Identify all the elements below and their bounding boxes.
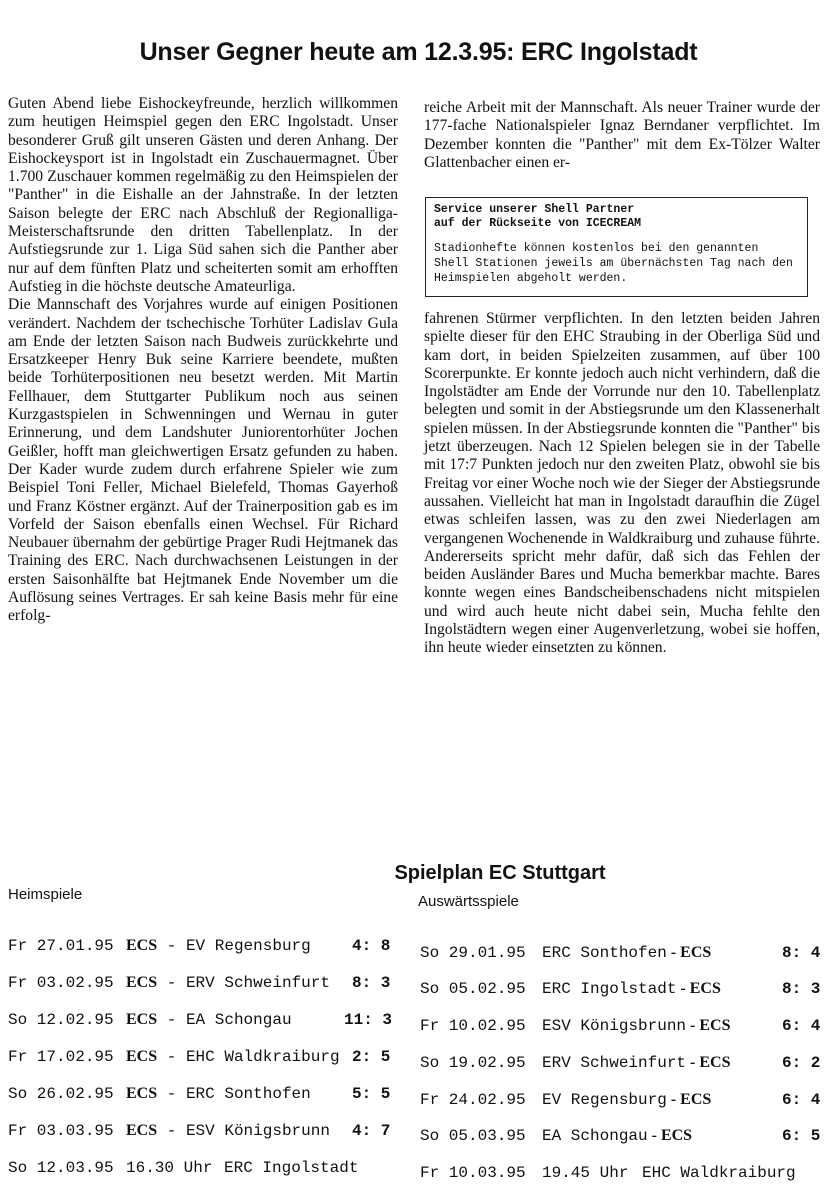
game-teams [542,1054,730,1072]
team-ecs: ECS [680,944,712,961]
game-date: Fr 10.03.95 [420,1164,526,1182]
game-score: 6: 4 [782,1017,821,1035]
game-date: Fr 03.02.95 [8,974,114,992]
game-teams [542,1017,730,1035]
team-ecs: ECS [680,1091,712,1108]
game-score: 8: 4 [782,944,821,962]
team-ecs: ECS [126,1048,158,1065]
game-teams [542,944,711,962]
home-game-row [8,974,398,996]
game-score: 11: 3 [344,1011,393,1029]
team-ecs: ECS [126,1122,158,1139]
game-teams [126,974,330,992]
opponent-name: EA Schongau [542,1127,648,1145]
team-separator: - [157,1011,186,1029]
team-separator: - [157,937,186,955]
team-separator: - [157,974,186,992]
page-title: Unser Gegner heute am 12.3.95: ERC Ingolstadt [139,38,698,66]
article-paragraph: Die Mannschaft des Vorjahres wurde auf einigen Positionen verändert. Nachdem der tschechische Torhüter Ladislav Gula am Ende der letzten Saison nach Budweis zurückkehrte und Ersatzkeeper Henry Buk seine Karriere beendete, mußten beide Torhüterpositionen neu besetzt werden. Mit Martin Fellhauer, dem Stuttgarter Publikum noch aus seinen Kurzgastspielen in Schwenningen und Wernau in guter Erinnerung, und dem Landshuter Juniorentorhüter Jochen Geißler, hofft man gleichwertigen Ersatz gefunden zu haben. Der Kader wurde zudem durch erfahrene Spieler wie zum Beispiel Toni Feller, Michael Bielefeld, Thomas Gayerhoß und Franz Köstner ergänzt. Auf der Trainerposition gab es im Vorfeld der Saison ebenfalls einen Wechsel. Für Richard Neubauer übernahm der gebürtige Prager Rudi Hejtmanek das Training des ERC. Nach durchwachsenen Leistungen in der ersten Saisonhälfte bat Hejtmanek Ende November um die Auflösung seines Vertrages. Er sah keine Basis mehr für eine erfolg- [8,296,398,625]
game-date: Fr 17.02.95 [8,1048,114,1066]
game-teams [126,1085,311,1103]
game-score: 4: 8 [352,937,391,955]
service-body: Stadionhefte können kostenlos bei den genannten Shell Stationen jeweils am übernächsten Tag nach den Heimspielen abgeholt werden. [434,242,793,285]
service-notice-box [425,197,808,297]
game-date: So 05.02.95 [420,980,526,998]
opponent-name: EHC Waldkraiburg [185,1048,340,1066]
game-date: Fr 10.02.95 [420,1017,526,1035]
game-time: 16.30 Uhr [126,1159,213,1177]
team-separator: - [647,1127,661,1144]
team-separator: - [157,1122,186,1140]
game-teams [126,937,311,955]
game-teams [126,1048,340,1066]
opponent-name: EA Schongau [185,1011,292,1029]
team-ecs: ECS [126,974,158,991]
game-score: 4: 7 [352,1122,391,1140]
game-teams [542,980,721,998]
article-paragraph: reiche Arbeit mit der Mannschaft. Als neuer Trainer wurde der 177-fache Nationalspieler Ignaz Berndaner verpflichtet. Im Dezember konnten die "Panther" mit dem Ex-Tölzer Walter Glattenbacher einen er- [424,99,820,171]
team-separator: - [686,1054,700,1071]
article-right-column-top [424,99,820,172]
opponent-name: ESV Königsbrunn [542,1017,687,1035]
game-score: 8: 3 [782,980,821,998]
home-game-row [8,1048,398,1070]
opponent-name: EHC Waldkraiburg [642,1164,796,1182]
team-ecs: ECS [660,1127,693,1144]
article-paragraph: fahrenen Stürmer verpflichten. In den letzten beiden Jahren spielte dieser für den EHC Straubing in der Oberliga Süd und kam dort, in beiden Spielzeiten zusammen, auf über 100 Scorerpunkte. Er konnte jedoch auch nicht verhindern, daß die Ingolstädter am Ende der Vorrunde nur den 10. Tabellenplatz belegten und somit in der Abstiegsrunde um den Klassenerhalt spielen müssen. In der Abstiegsrunde konnten die "Panther" bis jetzt überzeugen. Nach 12 Spielen belegen sie in der Tabelle mit 17:7 Punkten jedoch nur den zweiten Platz, obwohl sie bis Freitag vor einer Woche noch wie der Sieger der Abstiegsrunde aussahen. Vielleicht hat man in Ingolstadt daraufhin die Zügel etwas schleifen lassen, was zu den zwei Niederlagen am vergangenen Wochenende in Waldkraiburg und zuhause führte. Andererseits spricht mehr dafür, daß sich das Fehlen der beiden Ausländer Bares und Mucha bemerkbar machte. Bares konnte wegen eines Bandscheibenschadens nicht mitspielen und wird auch heute nicht dabei sein, Mucha fehlte den Ingolstädtern wegen einer Augenverletzung, wobei sie hoffen, ihn heute wieder einsetzten zu können. [424,310,821,657]
article-right-column-bottom [424,310,820,658]
away-games-heading: Auswärtsspiele [418,893,519,910]
game-teams [542,1127,692,1145]
game-date: So 05.03.95 [420,1127,526,1145]
away-game-row [420,980,825,1002]
team-separator: - [666,1091,681,1108]
opponent-name: ERV Schweinfurt [185,974,330,992]
away-game-row [420,1054,825,1076]
game-teams [126,1011,292,1029]
game-date: So 12.02.95 [8,1011,114,1029]
game-date: Fr 24.02.95 [420,1091,526,1109]
team-ecs: ECS [126,1085,158,1102]
opponent-name: ERC Ingolstadt [542,980,677,998]
game-score: 2: 5 [352,1048,391,1066]
article-left-column [8,95,398,626]
game-teams [126,1122,330,1140]
team-separator: - [666,944,681,961]
team-ecs: ECS [126,1011,158,1028]
game-score: 5: 5 [352,1085,391,1103]
away-game-row [420,1017,825,1039]
game-teams [542,1091,711,1109]
opponent-name: EV Regensburg [542,1091,667,1109]
opponent-name: ERC Sonthofen [542,944,667,962]
team-separator: - [686,1017,700,1034]
home-game-next [8,1159,398,1181]
home-game-row [8,1122,398,1144]
away-game-row [420,1127,825,1149]
game-date: So 26.02.95 [8,1085,114,1103]
game-score: 6: 5 [782,1127,821,1145]
game-score: 8: 3 [352,974,391,992]
home-games-heading: Heimspiele [8,886,83,903]
opponent-name: ERC Sonthofen [185,1085,311,1103]
game-date: Fr 03.03.95 [8,1122,114,1140]
game-score: 6: 4 [782,1091,821,1109]
game-date: So 19.02.95 [420,1054,526,1072]
opponent-name: ESV Königsbrunn [185,1122,330,1140]
service-heading-line-2: auf der Rückseite von ICECREAM [434,217,642,230]
game-date: So 12.03.95 [8,1159,114,1177]
away-game-row [420,944,825,966]
schedule-title: Spielplan EC Stuttgart [394,862,606,884]
game-score: 6: 2 [782,1054,821,1072]
team-ecs: ECS [126,937,158,954]
team-separator: - [676,980,690,997]
opponent-name: ERV Schweinfurt [542,1054,687,1072]
opponent-name: EV Regensburg [185,937,311,955]
service-heading-line-1: Service unserer Shell Partner [434,203,635,216]
home-game-row [8,937,398,959]
game-time: 19.45 Uhr [542,1164,629,1182]
away-game-next [420,1164,825,1186]
away-game-row [420,1091,825,1113]
home-game-row [8,1011,398,1033]
article-paragraph: Guten Abend liebe Eishockeyfreunde, herzlich willkommen zum heutigen Heimspiel gegen den ERC Ingolstadt. Unser besonderer Gruß gilt unseren Gästen und deren Anhang. Der Eishockeysport ist in Ingolstadt ein Zuschauermagnet. Über 1.700 Zuschauer kommen regelmäßig zu den Heimspielen der "Panther" in die Eishalle an der Jahnstraße. In der letzten Saison belegte der ERC nach Abschluß der Regionalliga-Meisterschaftsrunde den dritten Tabellenplatz. In der Aufstiegsrunde zur 1. Liga Süd sahen sich die Panther aber nur auf dem fünften Platz und scheiterten somit am erhofften Aufstieg in die höchste deutsche Amateurliga. [8,95,398,295]
home-game-row [8,1085,398,1107]
team-separator: - [157,1085,186,1103]
game-date: Fr 27.01.95 [8,937,114,955]
game-date: So 29.01.95 [420,944,526,962]
team-ecs: ECS [689,980,721,997]
team-separator: - [157,1048,186,1066]
team-ecs: ECS [699,1017,731,1034]
opponent-name: ERC Ingolstadt [224,1159,359,1177]
team-ecs: ECS [699,1054,731,1071]
